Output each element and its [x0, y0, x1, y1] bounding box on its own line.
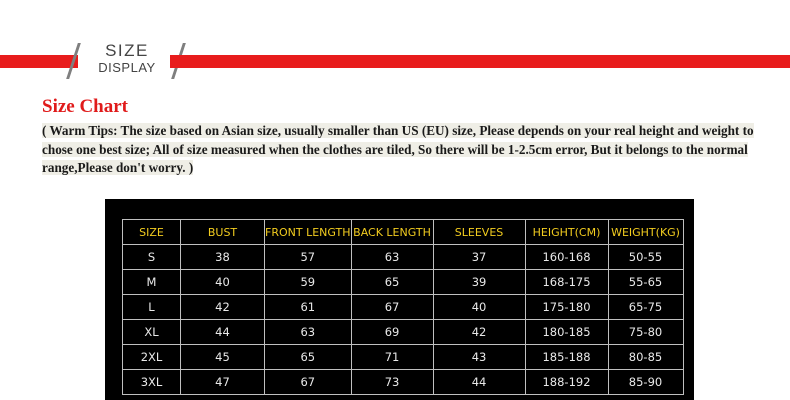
- cell-height: 160-168: [525, 245, 608, 270]
- table-row: [123, 295, 684, 320]
- cell-bust: 45: [181, 345, 265, 370]
- table-row: [123, 270, 684, 295]
- size-table: [122, 219, 684, 395]
- cell-weight: 80-85: [608, 345, 683, 370]
- cell-sleeves: 37: [433, 245, 525, 270]
- header-bust: BUST: [181, 220, 265, 245]
- cell-weight: 50-55: [608, 245, 683, 270]
- cell-size: L: [123, 295, 181, 320]
- cell-height: 180-185: [525, 320, 608, 345]
- banner-bar-left: [0, 55, 78, 68]
- cell-back-length: 63: [351, 245, 433, 270]
- cell-back-length: 69: [351, 320, 433, 345]
- cell-size: M: [123, 270, 181, 295]
- warm-tips-content: ( Warm Tips: The size based on Asian size, usually smaller than US (EU) size, Please depends on your real height and weight to chose one best size; All of size measured when the clothes are tiled, So there will be 1-2.5cm error, But it belongs to the normal range,Please don't worry. ): [42, 123, 754, 175]
- cell-weight: 85-90: [608, 370, 683, 395]
- cell-front-length: 57: [265, 245, 352, 270]
- cell-height: 175-180: [525, 295, 608, 320]
- cell-back-length: 73: [351, 370, 433, 395]
- banner-title-line2: DISPLAY: [98, 60, 156, 75]
- size-chart-heading: Size Chart: [42, 96, 129, 117]
- cell-bust: 42: [181, 295, 265, 320]
- warm-tips-text: [42, 122, 777, 178]
- cell-bust: 44: [181, 320, 265, 345]
- size-table-header-row: [123, 220, 684, 245]
- cell-front-length: 63: [265, 320, 352, 345]
- cell-sleeves: 42: [433, 320, 525, 345]
- cell-sleeves: 40: [433, 295, 525, 320]
- header-back-length: BACK LENGTH: [351, 220, 433, 245]
- table-row: [123, 345, 684, 370]
- table-row: [123, 370, 684, 395]
- cell-weight: 65-75: [608, 295, 683, 320]
- cell-front-length: 65: [265, 345, 352, 370]
- cell-bust: 47: [181, 370, 265, 395]
- header-size: SIZE: [123, 220, 181, 245]
- cell-back-length: 65: [351, 270, 433, 295]
- cell-front-length: 61: [265, 295, 352, 320]
- cell-front-length: 67: [265, 370, 352, 395]
- size-table-panel: [105, 199, 694, 400]
- cell-sleeves: 39: [433, 270, 525, 295]
- table-row: [123, 320, 684, 345]
- cell-back-length: 71: [351, 345, 433, 370]
- table-row: [123, 245, 684, 270]
- cell-height: 168-175: [525, 270, 608, 295]
- size-display-banner: [0, 40, 790, 80]
- cell-bust: 38: [181, 245, 265, 270]
- cell-front-length: 59: [265, 270, 352, 295]
- cell-sleeves: 43: [433, 345, 525, 370]
- cell-bust: 40: [181, 270, 265, 295]
- header-sleeves: SLEEVES: [433, 220, 525, 245]
- header-height: HEIGHT(CM): [525, 220, 608, 245]
- cell-height: 188-192: [525, 370, 608, 395]
- cell-size: 2XL: [123, 345, 181, 370]
- cell-size: XL: [123, 320, 181, 345]
- header-front-length: FRONT LENGTH: [265, 220, 352, 245]
- cell-sleeves: 44: [433, 370, 525, 395]
- header-weight: WEIGHT(KG): [608, 220, 683, 245]
- cell-size: S: [123, 245, 181, 270]
- cell-weight: 55-65: [608, 270, 683, 295]
- banner-bar-right: [170, 55, 790, 68]
- cell-height: 185-188: [525, 345, 608, 370]
- banner-title: [88, 42, 166, 74]
- cell-back-length: 67: [351, 295, 433, 320]
- cell-weight: 75-80: [608, 320, 683, 345]
- banner-title-line1: SIZE: [105, 41, 149, 60]
- cell-size: 3XL: [123, 370, 181, 395]
